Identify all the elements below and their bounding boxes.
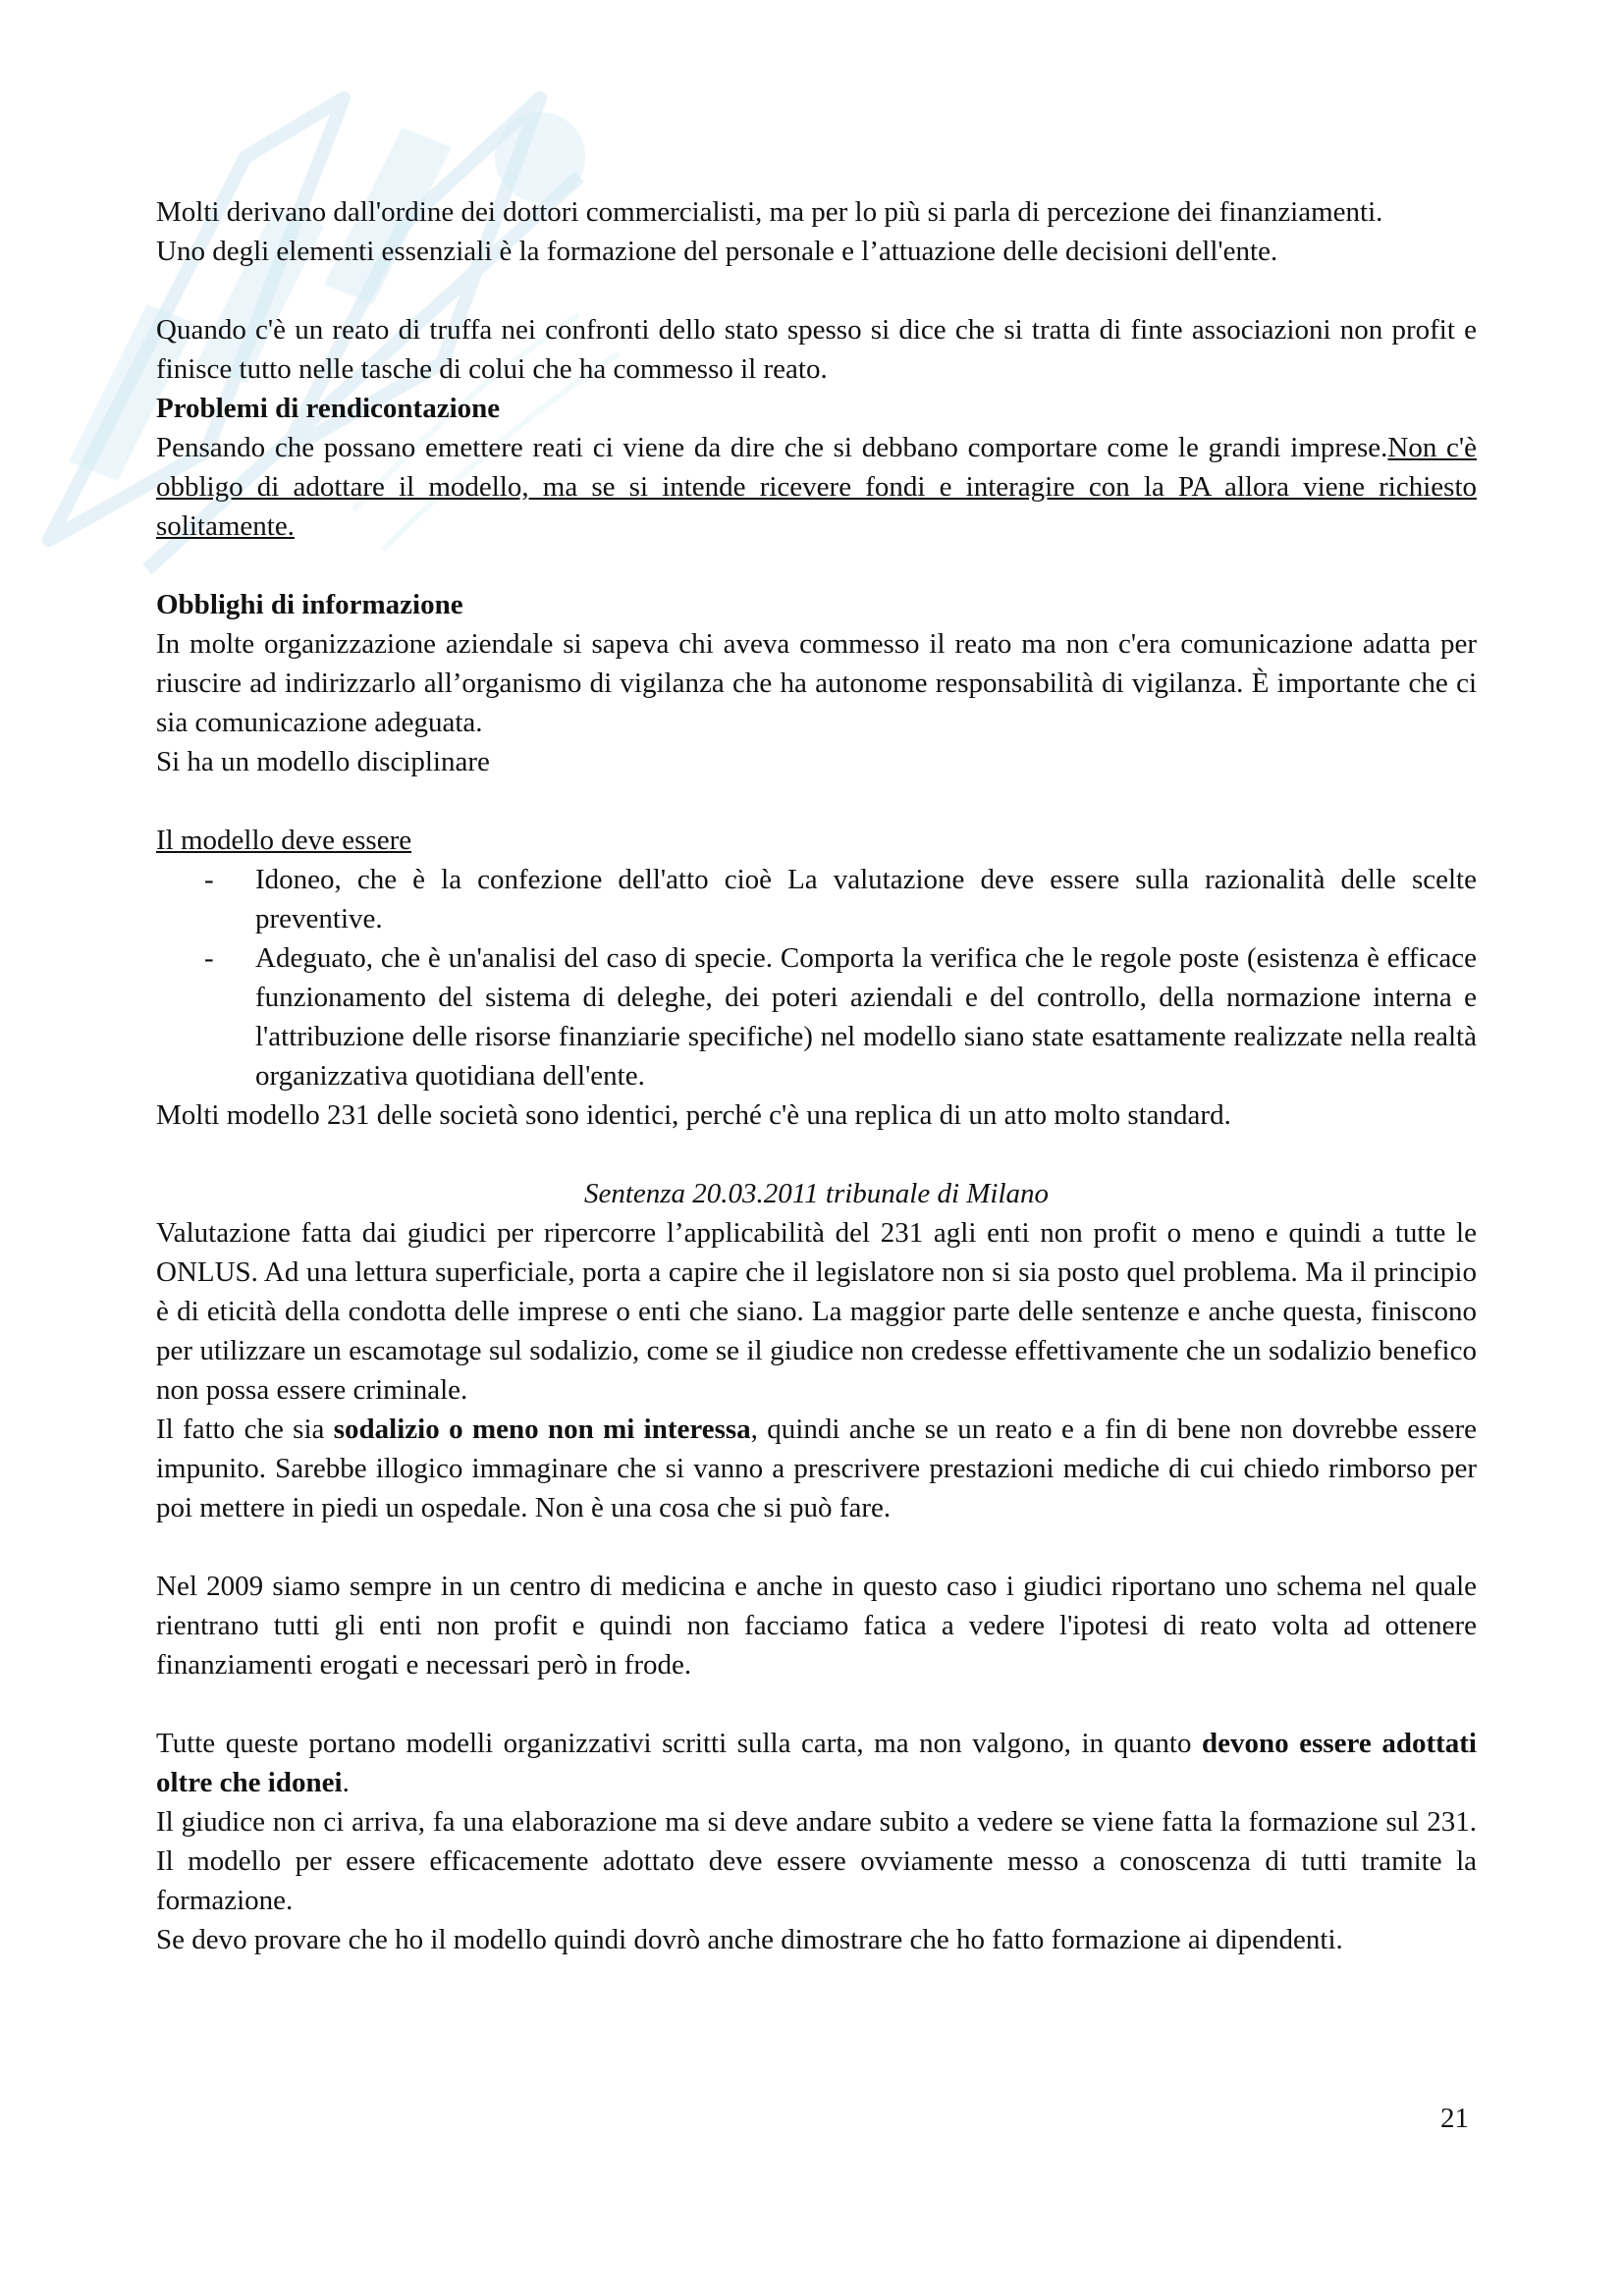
paragraph: Quando c'è un reato di truffa nei confronti dello stato spesso si dice che si tratta di finte associazioni non profit e finisce tutto nelle tasche di colui che ha commesso il reato. bbox=[156, 314, 1477, 385]
paragraph-text: . bbox=[342, 1767, 350, 1798]
paragraph bbox=[156, 428, 1477, 546]
case-title: Sentenza 20.03.2011 tribunale di Milano bbox=[583, 1178, 1050, 1209]
paragraph-text: Il fatto che sia bbox=[156, 1414, 334, 1445]
paragraph: Nel 2009 siamo sempre in un centro di medicina e anche in questo caso i giudici riportano uno schema nel quale rientrano tutti gli enti non profit e quindi non facciamo fatica a vedere l'ipotesi di reato volta ad ottenere finanziamenti erogati e necessari però in frode. bbox=[156, 1571, 1477, 1681]
paragraph-text: Tutte queste portano modelli organizzativi scritti sulla carta, ma non valgono, in quanto bbox=[156, 1728, 1203, 1759]
page-number: 21 bbox=[1440, 2103, 1469, 2134]
paragraph: In molte organizzazione aziendale si sapeva chi aveva commesso il reato ma non c'era comunicazione adatta per riuscire ad indirizzarlo all’organismo di vigilanza che ha autonome responsabilità di vigilanza. È importante che ci sia comunicazione adeguata. bbox=[156, 628, 1477, 738]
underlined-text: Non c'è obbligo di adottare il modello, ma se si intende ricevere fondi e interagire con la PA allora viene richiesto solitamente. bbox=[156, 432, 1477, 542]
paragraph: Il giudice non ci arriva, fa una elaborazione ma si deve andare subito a vedere se viene fatta la formazione sul 231. Il modello per essere efficacemente adottato deve essere ovviamente messo a conoscenza di tutti tramite la formazione. bbox=[156, 1806, 1477, 1916]
list-item-text: Adeguato, che è un'analisi del caso di specie. Comporta la verifica che le regole poste (esistenza è efficace funzionamento del sistema di deleghe, dei poteri aziendali e del controllo, della normazione interna e l'attribuzione delle risorse finanziarie specifiche) nel modello siano state esattamente realizzate nella realtà organizzativa quotidiana dell'ente. bbox=[255, 942, 1477, 1092]
list-item bbox=[156, 938, 1477, 1095]
paragraph: Se devo provare che ho il modello quindi dovrò anche dimostrare che ho fatto formazione ai dipendenti. bbox=[156, 1924, 1343, 1955]
list-item bbox=[156, 860, 1477, 938]
paragraph-text: Pensando che possano emettere reati ci viene da dire che si debbano comportare come le grandi imprese. bbox=[156, 432, 1388, 463]
paragraph: Molti modello 231 delle società sono identici, perché c'è una replica di un atto molto standard. bbox=[156, 1099, 1231, 1131]
section-heading: Problemi di rendicontazione bbox=[156, 393, 501, 424]
bold-text: sodalizio o meno non mi interessa bbox=[333, 1414, 751, 1445]
dash-bullet: - bbox=[204, 942, 214, 974]
dash-list bbox=[156, 860, 1477, 1095]
paragraph: Si ha un modello disciplinare bbox=[156, 746, 490, 777]
list-heading: Il modello deve essere bbox=[156, 825, 412, 856]
paragraph: Uno degli elementi essenziali è la formazione del personale e l’attuazione delle decisioni dell'ente. bbox=[156, 236, 1278, 267]
paragraph: Molti derivano dall'ordine dei dottori commercialisti, ma per lo più si parla di percezione dei finanziamenti. bbox=[156, 196, 1383, 228]
document-body bbox=[156, 192, 1477, 1959]
list-item-text: Idoneo, che è la confezione dell'atto cioè La valutazione deve essere sulla razionalità delle scelte preventive. bbox=[255, 864, 1477, 934]
dash-bullet: - bbox=[204, 864, 214, 895]
paragraph bbox=[156, 1410, 1477, 1527]
paragraph bbox=[156, 1724, 1477, 1802]
section-heading: Obblighi di informazione bbox=[156, 589, 463, 620]
bold-text: devono essere adottati oltre che idonei bbox=[156, 1728, 1477, 1798]
paragraph-text: , quindi anche se un reato e a fin di bene non dovrebbe essere impunito. Sarebbe illogico immaginare che si vanno a prescrivere prestazioni mediche di cui chiedo rimborso per poi mettere in piedi un ospedale. Non è una cosa che si può fare. bbox=[156, 1414, 1477, 1523]
paragraph: Valutazione fatta dai giudici per ripercorre l’applicabilità del 231 agli enti non profit o meno e quindi a tutte le ONLUS. Ad una lettura superficiale, porta a capire che il legislatore non si sia posto quel problema. Ma il principio è di eticità della condotta delle imprese o enti che siano. La maggior parte delle sentenze e anche questa, finiscono per utilizzare un escamotage sul sodalizio, come se il giudice non credesse effettivamente che un sodalizio benefico non possa essere criminale. bbox=[156, 1217, 1477, 1406]
